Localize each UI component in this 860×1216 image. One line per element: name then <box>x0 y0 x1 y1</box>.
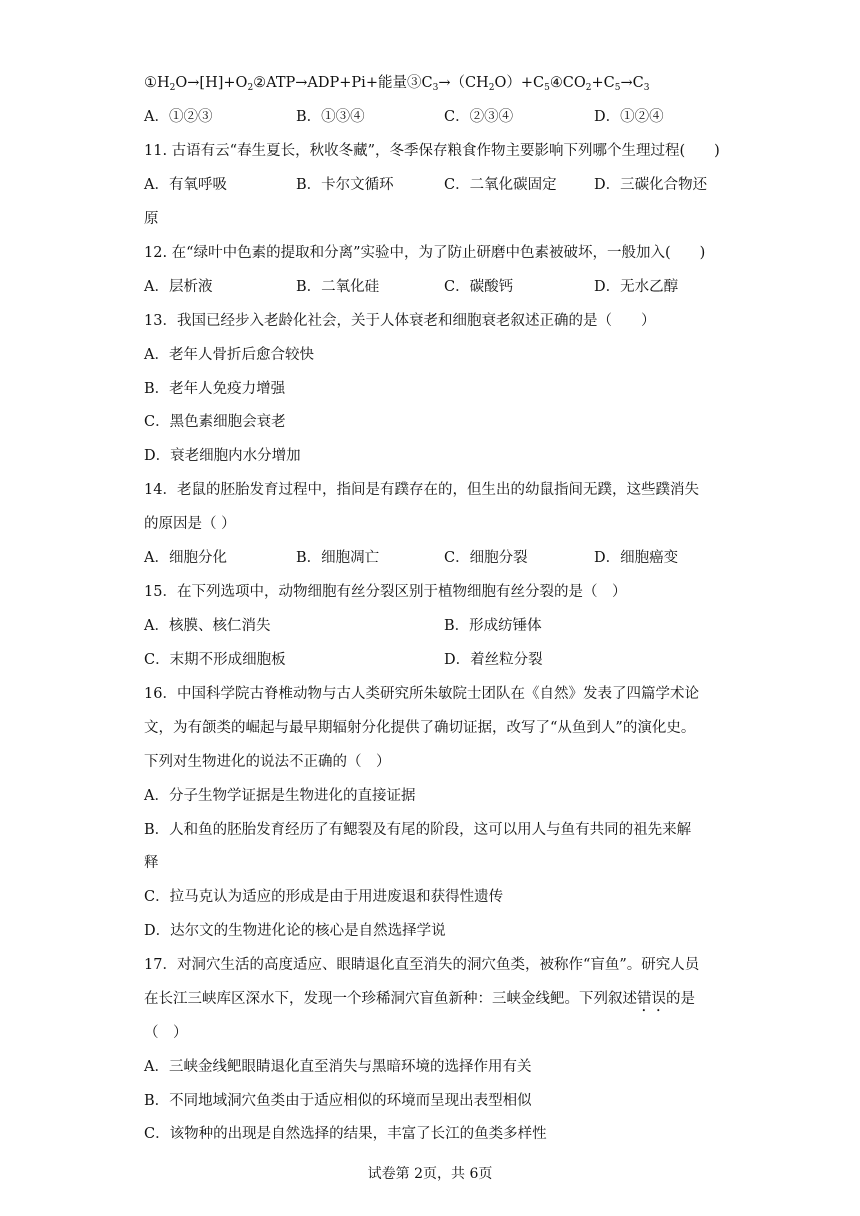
q13-stem: 13．我国已经步入老龄化社会，关于人体衰老和细胞衰老叙述正确的是（ ） <box>144 313 656 329</box>
q16-option-a[interactable]: A．分子生物学证据是生物进化的直接证据 <box>144 788 416 804</box>
q10-option-b[interactable]: B．①③④ <box>296 109 365 125</box>
q15-option-c[interactable]: C．末期不形成细胞板 <box>144 652 286 668</box>
q13-option-d[interactable]: D．衰老细胞内水分增加 <box>144 448 301 464</box>
q12-option-c[interactable]: C．碳酸钙 <box>444 279 514 295</box>
q17-stem-line1: 17．对洞穴生活的高度适应、眼睛退化直至消失的洞穴鱼类，被称作“盲鱼”。研究人员 <box>144 957 700 973</box>
q16-stem-line3: 下列对生物进化的说法不正确的（ ） <box>144 754 391 770</box>
q14-option-c[interactable]: C．细胞分裂 <box>444 550 528 566</box>
q12-option-d[interactable]: D．无水乙醇 <box>594 279 679 295</box>
page-footer: 试卷第 2页，共 6页 <box>367 1166 493 1182</box>
q10-formula: $①H_2O\to[H]+O_2②ATP\to ADP+Pi+$能量$③C_3\to(CH_2O)+C_5④CO_2+C_5\to C_3$ <box>144 75 650 93</box>
q16-option-b[interactable]: B．人和鱼的胚胎发育经历了有鳃裂及有尾的阶段，这可以用人与鱼有共同的祖先来解 <box>144 822 692 838</box>
q15-option-d[interactable]: D．着丝粒分裂 <box>444 652 543 668</box>
q13-option-b[interactable]: B．老年人免疫力增强 <box>144 381 286 397</box>
q11-option-c[interactable]: C．二氧化碳固定 <box>444 177 557 193</box>
q14-option-d[interactable]: D．细胞癌变 <box>594 550 679 566</box>
q17-emphasis-word: 错误 <box>637 991 666 1007</box>
q14-option-a[interactable]: A．细胞分化 <box>144 550 227 566</box>
q13-option-c[interactable]: C．黑色素细胞会衰老 <box>144 414 286 430</box>
q15-option-a[interactable]: A．核膜、核仁消失 <box>144 618 271 634</box>
q16-stem-line2: 文，为有颌类的崛起与最早期辐射分化提供了确切证据，改写了“从鱼到人”的演化史。 <box>144 720 696 736</box>
q17-option-a[interactable]: A．三峡金线鲃眼睛退化直至消失与黑暗环境的选择作用有关 <box>144 1059 532 1075</box>
q17-option-c[interactable]: C．该物种的出现是自然选择的结果，丰富了长江的鱼类多样性 <box>144 1126 547 1142</box>
q12-option-a[interactable]: A．层析液 <box>144 279 213 295</box>
q10-option-d[interactable]: D．①②④ <box>594 109 664 125</box>
q17-stem-line3: （ ） <box>144 1025 188 1041</box>
q15-option-b[interactable]: B．形成纺锤体 <box>444 618 542 634</box>
q14-stem-line2: 的原因是（ ） <box>144 516 236 532</box>
q11-option-d-wrap: 原 <box>144 211 159 227</box>
q11-stem: 11. 古语有云“春生夏长，秋收冬藏”，冬季保存粮食作物主要影响下列哪个生理过程( ) <box>144 143 720 159</box>
q10-option-a[interactable]: A．①②③ <box>144 109 213 125</box>
q12-stem: 12. 在“绿叶中色素的提取和分离”实验中，为了防止研磨中色素被破坏，一般加入( ) <box>144 245 706 261</box>
q14-stem-line1: 14．老鼠的胚胎发育过程中，指间是有蹼存在的，但生出的幼鼠指间无蹼，这些蹼消失 <box>144 482 699 498</box>
q13-option-a[interactable]: A．老年人骨折后愈合较快 <box>144 347 314 363</box>
q17-option-b[interactable]: B．不同地域洞穴鱼类由于适应相似的环境而呈现出表型相似 <box>144 1093 532 1109</box>
q11-option-a[interactable]: A．有氧呼吸 <box>144 177 227 193</box>
q16-option-b-wrap: 释 <box>144 855 159 871</box>
q10-option-c[interactable]: C．②③④ <box>444 109 514 125</box>
q16-option-c[interactable]: C．拉马克认为适应的形成是由于用进废退和获得性遗传 <box>144 889 504 905</box>
q11-option-b[interactable]: B．卡尔文循环 <box>296 177 394 193</box>
q14-option-b[interactable]: B．细胞凋亡 <box>296 550 380 566</box>
q11-option-d[interactable]: D．三碳化合物还 <box>594 177 708 193</box>
q16-stem-line1: 16．中国科学院古脊椎动物与古人类研究所朱敏院士团队在《自然》发表了四篇学术论 <box>144 686 699 702</box>
q12-option-b[interactable]: B．二氧化硅 <box>296 279 380 295</box>
q17-stem-text: 在长江三峡库区深水下，发现一个珍稀洞穴盲鱼新种：三峡金线鲃。下列叙述 <box>144 991 637 1007</box>
q16-option-d[interactable]: D．达尔文的生物进化论的核心是自然选择学说 <box>144 923 446 939</box>
q15-stem: 15．在下列选项中，动物细胞有丝分裂区别于植物细胞有丝分裂的是（ ） <box>144 584 627 600</box>
q17-stem-line2 <box>144 989 695 1015</box>
q17-stem-text-end: 的是 <box>666 991 695 1007</box>
